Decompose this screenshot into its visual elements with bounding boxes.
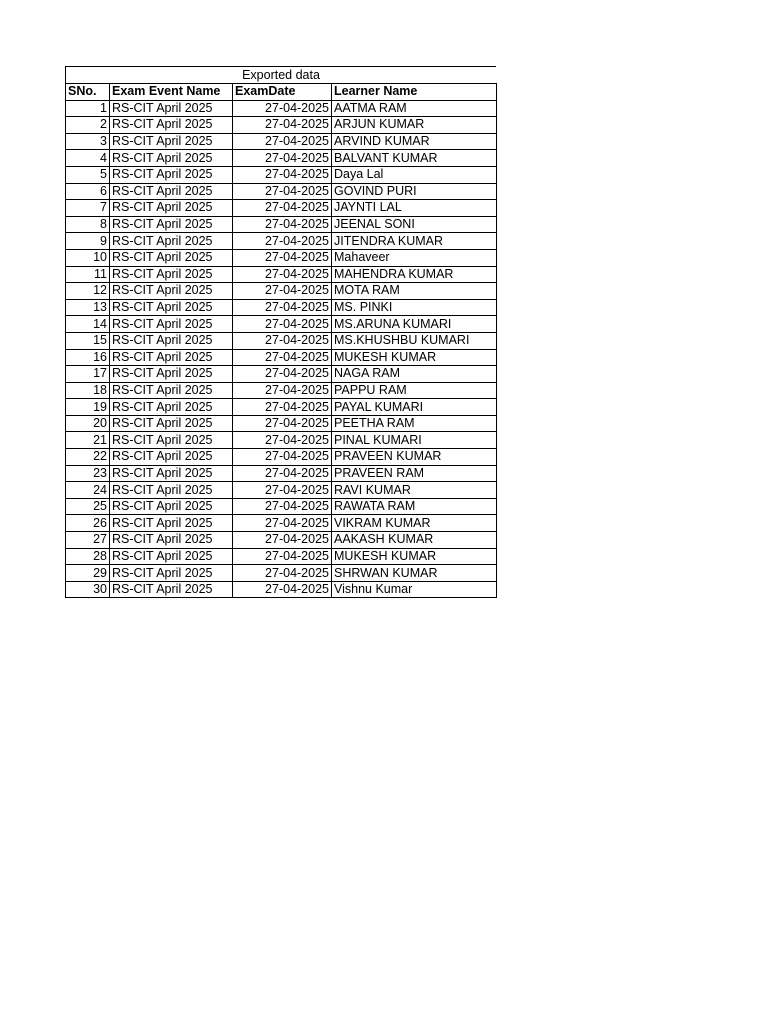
cell-exam-event-name: RS-CIT April 2025: [110, 200, 233, 217]
cell-exam-event-name: RS-CIT April 2025: [110, 133, 233, 150]
cell-learner-name: MS. PINKI: [332, 299, 497, 316]
cell-exam-event-name: RS-CIT April 2025: [110, 581, 233, 598]
cell-exam-date: 27-04-2025: [233, 266, 332, 283]
header-sno: SNo.: [66, 84, 110, 101]
table-row: [66, 117, 497, 134]
cell-exam-event-name: RS-CIT April 2025: [110, 399, 233, 416]
cell-learner-name: Mahaveer: [332, 249, 497, 266]
cell-learner-name: VIKRAM KUMAR: [332, 515, 497, 532]
table-row: [66, 532, 497, 549]
cell-exam-date: 27-04-2025: [233, 283, 332, 300]
table-row: [66, 200, 497, 217]
table-row: [66, 449, 497, 466]
cell-exam-date: 27-04-2025: [233, 581, 332, 598]
cell-learner-name: PEETHA RAM: [332, 415, 497, 432]
cell-exam-event-name: RS-CIT April 2025: [110, 498, 233, 515]
cell-exam-event-name: RS-CIT April 2025: [110, 366, 233, 383]
learner-table: [65, 83, 497, 598]
cell-learner-name: MS.KHUSHBU KUMARI: [332, 332, 497, 349]
cell-exam-event-name: RS-CIT April 2025: [110, 299, 233, 316]
cell-sno: 10: [66, 249, 110, 266]
cell-learner-name: RAWATA RAM: [332, 498, 497, 515]
table-row: [66, 283, 497, 300]
cell-learner-name: GOVIND PURI: [332, 183, 497, 200]
cell-exam-event-name: RS-CIT April 2025: [110, 482, 233, 499]
table-row: [66, 249, 497, 266]
cell-exam-event-name: RS-CIT April 2025: [110, 117, 233, 134]
cell-sno: 30: [66, 581, 110, 598]
cell-exam-date: 27-04-2025: [233, 498, 332, 515]
cell-exam-event-name: RS-CIT April 2025: [110, 183, 233, 200]
cell-learner-name: ARJUN KUMAR: [332, 117, 497, 134]
cell-sno: 12: [66, 283, 110, 300]
cell-exam-event-name: RS-CIT April 2025: [110, 249, 233, 266]
cell-exam-event-name: RS-CIT April 2025: [110, 166, 233, 183]
cell-learner-name: MS.ARUNA KUMARI: [332, 316, 497, 333]
table-row: [66, 515, 497, 532]
cell-learner-name: PAPPU RAM: [332, 382, 497, 399]
cell-learner-name: MUKESH KUMAR: [332, 548, 497, 565]
cell-exam-event-name: RS-CIT April 2025: [110, 349, 233, 366]
cell-exam-date: 27-04-2025: [233, 465, 332, 482]
cell-exam-date: 27-04-2025: [233, 200, 332, 217]
cell-exam-event-name: RS-CIT April 2025: [110, 316, 233, 333]
cell-sno: 3: [66, 133, 110, 150]
table-row: [66, 332, 497, 349]
cell-sno: 23: [66, 465, 110, 482]
cell-sno: 13: [66, 299, 110, 316]
cell-exam-date: 27-04-2025: [233, 133, 332, 150]
cell-learner-name: JAYNTI LAL: [332, 200, 497, 217]
table-row: [66, 432, 497, 449]
header-exam-event-name: Exam Event Name: [110, 84, 233, 101]
table-row: [66, 482, 497, 499]
cell-learner-name: AAKASH KUMAR: [332, 532, 497, 549]
cell-exam-date: 27-04-2025: [233, 117, 332, 134]
cell-exam-date: 27-04-2025: [233, 216, 332, 233]
table-row: [66, 498, 497, 515]
cell-exam-event-name: RS-CIT April 2025: [110, 432, 233, 449]
cell-learner-name: PRAVEEN KUMAR: [332, 449, 497, 466]
cell-sno: 21: [66, 432, 110, 449]
cell-learner-name: PRAVEEN RAM: [332, 465, 497, 482]
cell-exam-date: 27-04-2025: [233, 332, 332, 349]
cell-sno: 9: [66, 233, 110, 250]
cell-sno: 4: [66, 150, 110, 167]
header-exam-date: ExamDate: [233, 84, 332, 101]
cell-exam-event-name: RS-CIT April 2025: [110, 465, 233, 482]
cell-exam-event-name: RS-CIT April 2025: [110, 415, 233, 432]
cell-exam-event-name: RS-CIT April 2025: [110, 548, 233, 565]
cell-sno: 7: [66, 200, 110, 217]
table-row: [66, 415, 497, 432]
cell-learner-name: ARVIND KUMAR: [332, 133, 497, 150]
table-row: [66, 266, 497, 283]
table-row: [66, 581, 497, 598]
cell-learner-name: Vishnu Kumar: [332, 581, 497, 598]
cell-sno: 11: [66, 266, 110, 283]
cell-exam-event-name: RS-CIT April 2025: [110, 283, 233, 300]
cell-sno: 18: [66, 382, 110, 399]
cell-sno: 26: [66, 515, 110, 532]
table-row: [66, 216, 497, 233]
cell-sno: 17: [66, 366, 110, 383]
cell-learner-name: MAHENDRA KUMAR: [332, 266, 497, 283]
cell-sno: 1: [66, 100, 110, 117]
cell-exam-event-name: RS-CIT April 2025: [110, 332, 233, 349]
cell-exam-date: 27-04-2025: [233, 166, 332, 183]
cell-sno: 28: [66, 548, 110, 565]
table-row: [66, 100, 497, 117]
sheet-title: Exported data: [65, 66, 496, 83]
table-row: [66, 382, 497, 399]
cell-learner-name: SHRWAN KUMAR: [332, 565, 497, 582]
cell-exam-event-name: RS-CIT April 2025: [110, 266, 233, 283]
cell-exam-date: 27-04-2025: [233, 349, 332, 366]
cell-exam-event-name: RS-CIT April 2025: [110, 449, 233, 466]
cell-exam-date: 27-04-2025: [233, 299, 332, 316]
cell-learner-name: MUKESH KUMAR: [332, 349, 497, 366]
cell-exam-event-name: RS-CIT April 2025: [110, 515, 233, 532]
cell-sno: 20: [66, 415, 110, 432]
table-row: [66, 150, 497, 167]
cell-exam-date: 27-04-2025: [233, 548, 332, 565]
cell-exam-date: 27-04-2025: [233, 565, 332, 582]
cell-exam-date: 27-04-2025: [233, 183, 332, 200]
table-row: [66, 366, 497, 383]
header-learner-name: Learner Name: [332, 84, 497, 101]
cell-sno: 25: [66, 498, 110, 515]
cell-exam-event-name: RS-CIT April 2025: [110, 233, 233, 250]
cell-exam-date: 27-04-2025: [233, 449, 332, 466]
cell-sno: 8: [66, 216, 110, 233]
cell-exam-date: 27-04-2025: [233, 515, 332, 532]
cell-sno: 2: [66, 117, 110, 134]
table-row: [66, 133, 497, 150]
table-row: [66, 299, 497, 316]
cell-exam-event-name: RS-CIT April 2025: [110, 382, 233, 399]
header-row: [66, 84, 497, 101]
table-row: [66, 399, 497, 416]
cell-learner-name: AATMA RAM: [332, 100, 497, 117]
table-body: [66, 100, 497, 598]
table-row: [66, 349, 497, 366]
cell-sno: 16: [66, 349, 110, 366]
cell-exam-event-name: RS-CIT April 2025: [110, 150, 233, 167]
table-row: [66, 565, 497, 582]
cell-exam-date: 27-04-2025: [233, 415, 332, 432]
table-row: [66, 183, 497, 200]
cell-exam-date: 27-04-2025: [233, 399, 332, 416]
cell-sno: 15: [66, 332, 110, 349]
cell-sno: 29: [66, 565, 110, 582]
cell-sno: 24: [66, 482, 110, 499]
exported-data-sheet: [65, 66, 496, 598]
table-row: [66, 233, 497, 250]
table-row: [66, 548, 497, 565]
cell-exam-date: 27-04-2025: [233, 432, 332, 449]
table-row: [66, 166, 497, 183]
cell-exam-event-name: RS-CIT April 2025: [110, 565, 233, 582]
cell-learner-name: Daya Lal: [332, 166, 497, 183]
cell-exam-date: 27-04-2025: [233, 382, 332, 399]
cell-sno: 14: [66, 316, 110, 333]
cell-exam-date: 27-04-2025: [233, 150, 332, 167]
cell-learner-name: JEENAL SONI: [332, 216, 497, 233]
cell-sno: 27: [66, 532, 110, 549]
cell-sno: 22: [66, 449, 110, 466]
cell-exam-date: 27-04-2025: [233, 249, 332, 266]
cell-exam-date: 27-04-2025: [233, 482, 332, 499]
cell-exam-event-name: RS-CIT April 2025: [110, 532, 233, 549]
cell-exam-date: 27-04-2025: [233, 233, 332, 250]
table-row: [66, 465, 497, 482]
cell-exam-event-name: RS-CIT April 2025: [110, 100, 233, 117]
cell-learner-name: MOTA RAM: [332, 283, 497, 300]
table-row: [66, 316, 497, 333]
cell-learner-name: RAVI KUMAR: [332, 482, 497, 499]
cell-sno: 5: [66, 166, 110, 183]
cell-exam-date: 27-04-2025: [233, 366, 332, 383]
cell-learner-name: PAYAL KUMARI: [332, 399, 497, 416]
cell-exam-date: 27-04-2025: [233, 532, 332, 549]
cell-sno: 19: [66, 399, 110, 416]
cell-learner-name: BALVANT KUMAR: [332, 150, 497, 167]
cell-learner-name: NAGA RAM: [332, 366, 497, 383]
cell-exam-event-name: RS-CIT April 2025: [110, 216, 233, 233]
cell-sno: 6: [66, 183, 110, 200]
cell-exam-date: 27-04-2025: [233, 100, 332, 117]
cell-learner-name: PINAL KUMARI: [332, 432, 497, 449]
cell-exam-date: 27-04-2025: [233, 316, 332, 333]
cell-learner-name: JITENDRA KUMAR: [332, 233, 497, 250]
